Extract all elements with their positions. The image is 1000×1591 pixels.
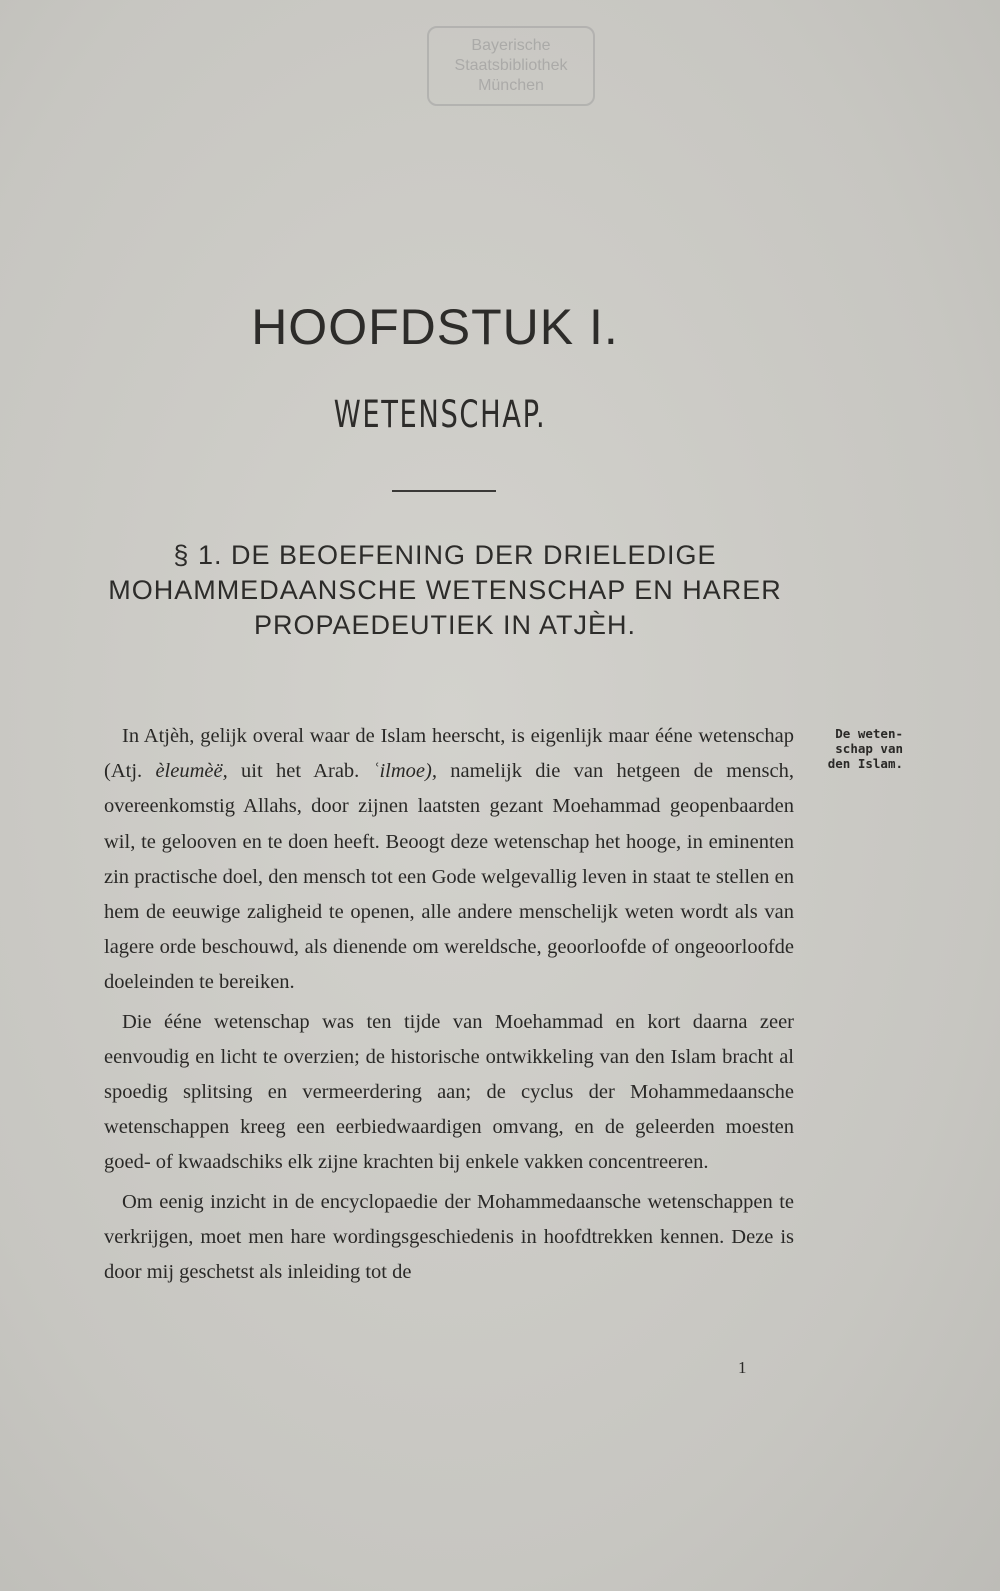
italic-term: èleumèë, <box>155 760 228 783</box>
chapter-subtitle: WETENSCHAP. <box>333 393 547 436</box>
chapter-title: HOOFDSTUK I. <box>251 299 619 355</box>
page-number: 1 <box>738 1358 747 1377</box>
stamp-line: München <box>478 77 544 94</box>
margin-note-line: schap van <box>835 741 903 756</box>
body-text <box>104 719 794 1294</box>
margin-note <box>803 726 903 771</box>
paragraph: Die ééne wetenschap was ten tijde van Moehammad en kort daarna zeer eenvoudig en licht te overzien; de historische ontwikkeling van den Islam bracht al spoedig splitsing en vermeerdering aan; de cyclus der Mohammedaansche wetenschappen kreeg een eerbiedwaardigen omvang, en de geleerden moesten goed- of kwaadschiks elk zijne krachten bij enkele vakken concentreeren. <box>104 1010 794 1174</box>
library-stamp <box>427 26 595 106</box>
italic-term: ʿilmoe), <box>372 760 437 783</box>
paragraph-text: namelijk die van hetgeen de mensch, overeenkomstig Allahs, door zijnen laatsten gezant Moehammad geopenbaarden wil, te gelooven en te doen heeft. Beoogt deze wetenschap het hooge, in eminenten zin practische doel, den mensch tot een Gode welgevallig leven in staat te stellen en hem de eeuwige zaligheid te openen, alle andere menschelijk weten wordt als van lagere orde beschouwd, als dienende om wereldsche, geoorloofde of ongeoorloofde doeleinden te bereiken. <box>104 760 794 994</box>
stamp-line: Bayerische <box>471 37 551 54</box>
margin-note-line: den Islam. <box>827 756 903 771</box>
paragraph-text: In Atjèh, gelijk overal waar de Islam heerscht, is eigenlijk maar ééne wetenschap (Atj. <box>104 725 794 783</box>
paragraph-text: uit het Arab. <box>227 760 373 783</box>
divider-rule <box>392 490 496 492</box>
margin-note-line: De weten- <box>835 726 903 741</box>
paragraph: Om eenig inzicht in de encyclopaedie der Mohammedaansche wetenschappen te verkrijgen, moet men hare wordingsgeschiedenis in hoofdtrekken kennen. Deze is door mij geschetst als inleiding tot de <box>104 1190 794 1284</box>
section-heading: § 1. DE BEOEFENING DER DRIELEDIGE MOHAMMEDAANSCHE WETENSCHAP EN HARER PROPAEDEUTIEK IN ATJÈH. <box>108 540 782 640</box>
paragraph <box>104 719 794 1001</box>
stamp-line: Staatsbibliothek <box>454 57 568 74</box>
